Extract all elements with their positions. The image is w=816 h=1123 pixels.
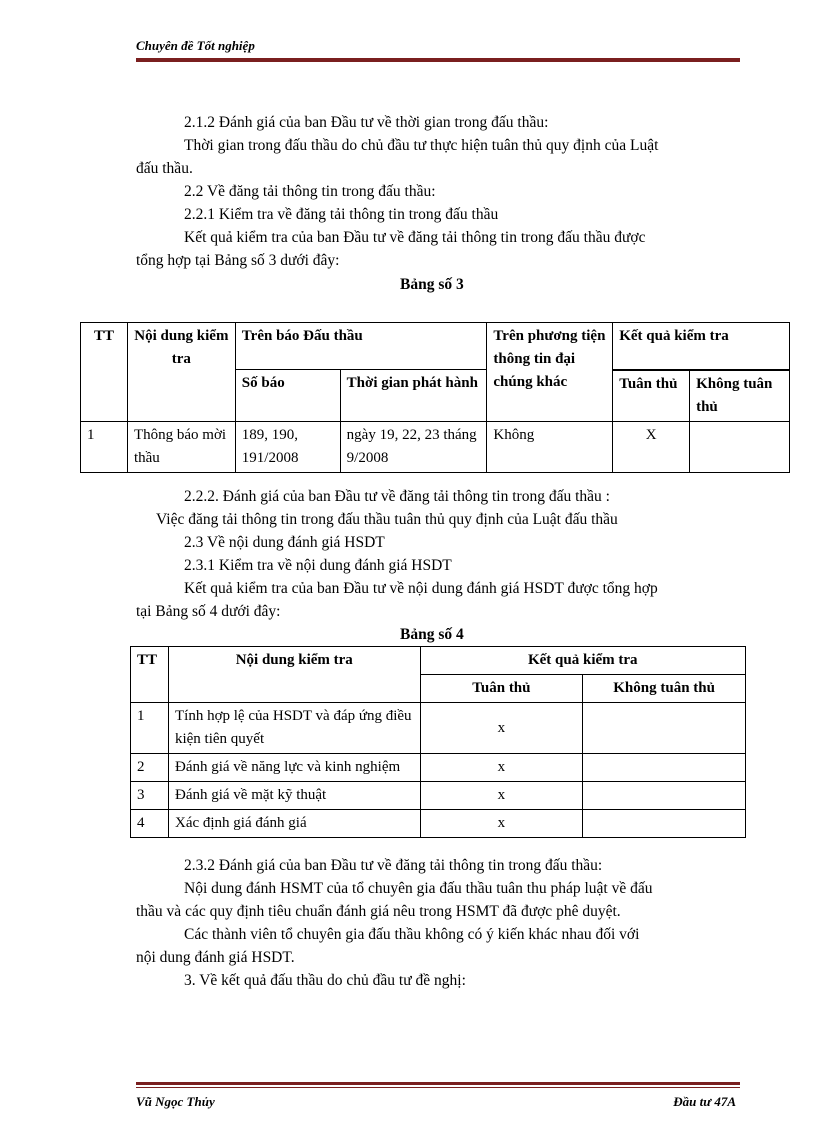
table3-header-khongtuanthu: Không tuân thủ [690, 371, 790, 422]
table3-cell-phuongtien: Không [487, 422, 613, 473]
table3-header-phuongtien: Trên phương tiện thông tin đại chúng khác [487, 323, 613, 422]
table4-header-tuanthu: Tuân thủ [420, 675, 583, 703]
table4-cell-noidung: Tính hợp lệ của HSDT và đáp ứng điều kiện tiên quyết [168, 703, 420, 754]
table-row [81, 422, 790, 473]
table4-cell-tt: 3 [131, 782, 169, 810]
header-title: Chuyên đề Tốt nghiệp [136, 38, 255, 53]
table-row [131, 810, 746, 838]
heading-2-3-2: 2.3.2 Đánh giá của ban Đầu tư về đăng tải thông tin trong đấu thầu: [184, 857, 603, 874]
table4-header-tt: TT [131, 647, 169, 703]
table4-header-noidung: Nội dung kiểm tra [168, 647, 420, 703]
paragraph-line: Thời gian trong đấu thầu do chủ đầu tư thực hiện tuân thủ quy định của Luật [184, 137, 659, 154]
table3-cell-sobao: 189, 190, 191/2008 [235, 422, 340, 473]
table4-header-ketqua: Kết quả kiểm tra [420, 647, 745, 675]
heading-2-3: 2.3 Về nội dung đánh giá HSDT [184, 534, 385, 551]
table3-header-tuanthu: Tuân thủ [613, 371, 690, 422]
table3-header-bao: Trên báo Đấu thầu [235, 323, 487, 370]
footer-author: Vũ Ngọc Thủy [136, 1094, 215, 1109]
table4-cell-tt: 1 [131, 703, 169, 754]
paragraph-line: Kết quả kiểm tra của ban Đầu tư về đăng tải thông tin trong đấu thầu được [184, 229, 646, 246]
heading-3: 3. Về kết quả đấu thầu do chủ đầu tư đề nghị: [184, 972, 466, 989]
table4-cell-tt: 4 [131, 810, 169, 838]
table4-cell-khongtuanthu [583, 782, 746, 810]
table3-header-noidung: Nội dung kiểm tra [127, 323, 235, 422]
header-rule [136, 56, 740, 62]
table4-cell-tuanthu: x [420, 810, 583, 838]
table4-cell-noidung: Đánh giá về mặt kỹ thuật [168, 782, 420, 810]
table-row [131, 782, 746, 810]
table4-cell-tuanthu: x [420, 782, 583, 810]
table4-cell-khongtuanthu [583, 754, 746, 782]
table-row [131, 703, 746, 754]
paragraph-line: tại Bảng số 4 dưới đây: [136, 603, 281, 620]
table4-cell-tuanthu: x [420, 703, 583, 754]
table4-cell-khongtuanthu [583, 810, 746, 838]
table3-header-thoigian: Thời gian phát hành [340, 370, 487, 422]
heading-2-3-1: 2.3.1 Kiểm tra về nội dung đánh giá HSDT [184, 557, 452, 574]
table4-header-khongtuanthu: Không tuân thủ [583, 675, 746, 703]
table3-header-tt: TT [81, 323, 128, 422]
table3-cell-khongtuanthu [690, 422, 790, 473]
paragraph-line: đấu thầu. [136, 160, 193, 177]
heading-2-2-2: 2.2.2. Đánh giá của ban Đầu tư về đăng tải thông tin trong đấu thầu : [184, 488, 610, 505]
table-3 [80, 322, 790, 473]
table3-cell-noidung: Thông báo mời thầu [127, 422, 235, 473]
paragraph-line: nội dung đánh giá HSDT. [136, 949, 295, 966]
table4-cell-noidung: Xác định giá đánh giá [168, 810, 420, 838]
table3-cell-tt: 1 [81, 422, 128, 473]
table-row [131, 754, 746, 782]
table4-caption: Bảng số 4 [400, 626, 464, 643]
table3-header-sobao: Số báo [235, 370, 340, 422]
paragraph-line: Kết quả kiểm tra của ban Đầu tư về nội dung đánh giá HSDT được tổng hợp [184, 580, 658, 597]
table-4 [130, 646, 746, 838]
table3-cell-thoigian: ngày 19, 22, 23 tháng 9/2008 [340, 422, 487, 473]
footer-class: Đầu tư 47A [673, 1094, 736, 1109]
paragraph-line: Việc đăng tải thông tin trong đấu thầu tuân thủ quy định của Luật đấu thầu [156, 511, 618, 528]
table3-header-ketqua: Kết quả kiểm tra [613, 323, 790, 370]
table4-cell-noidung: Đánh giá về năng lực và kinh nghiệm [168, 754, 420, 782]
paragraph-line: Các thành viên tổ chuyên gia đấu thầu không có ý kiến khác nhau đối với [184, 926, 640, 943]
table3-cell-tuanthu: X [613, 422, 690, 473]
paragraph-line: tổng hợp tại Bảng số 3 dưới đây: [136, 252, 340, 269]
table3-caption: Bảng số 3 [400, 276, 464, 293]
table4-cell-tuanthu: x [420, 754, 583, 782]
paragraph-line: thầu và các quy định tiêu chuẩn đánh giá nêu trong HSMT đã được phê duyệt. [136, 903, 621, 920]
table4-cell-khongtuanthu [583, 703, 746, 754]
heading-2-2-1: 2.2.1 Kiểm tra về đăng tải thông tin trong đấu thầu [184, 206, 499, 223]
heading-2-2: 2.2 Về đăng tải thông tin trong đấu thầu: [184, 183, 436, 200]
paragraph-line: Nội dung đánh HSMT của tổ chuyên gia đấu thầu tuân thu pháp luật về đấu [184, 880, 653, 897]
table4-cell-tt: 2 [131, 754, 169, 782]
heading-2-1-2: 2.1.2 Đánh giá của ban Đầu tư về thời gian trong đấu thầu: [184, 114, 549, 131]
footer-rule [136, 1082, 740, 1088]
